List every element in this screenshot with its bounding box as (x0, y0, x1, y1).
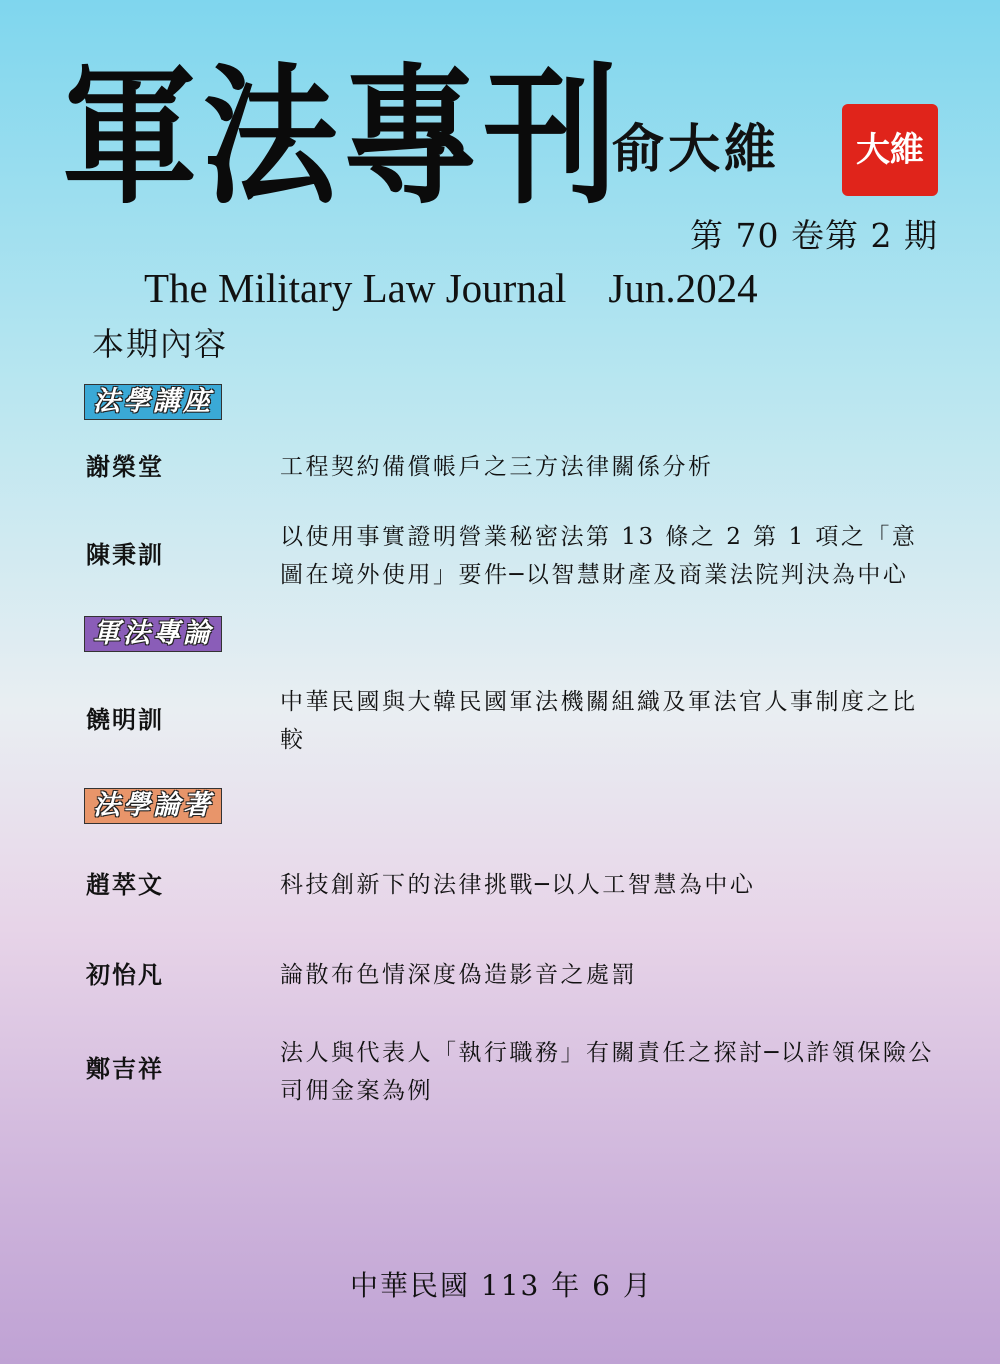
section-tag-legal-studies: 法學論著 (84, 788, 222, 824)
editor-signature: 俞大維 (612, 119, 781, 180)
entry-title: 科技創新下的法律挑戰─以人工智慧為中心 (280, 872, 756, 898)
entry-author: 陳秉訓 (86, 540, 164, 569)
publication-date: 中華民國 113 年 6 月 (350, 1269, 653, 1302)
issue-date-english: Jun.2024 (608, 265, 758, 311)
entry-author: 鄭吉祥 (86, 1054, 164, 1083)
entry-title: 工程契約備償帳戶之三方法律關係分析 (280, 454, 714, 480)
contents-heading: 本期內容 (92, 325, 229, 363)
entry-title: 法人與代表人「執行職務」有關責任之探討─以詐領保險公司佣金案為例 (280, 1040, 934, 1104)
entry-title: 以使用事實證明營業秘密法第 13 條之 2 第 1 項之「意圖在境外使用」要件─以智慧財產及商業法院判決為中心 (280, 524, 918, 588)
section-tag-lectures: 法學講座 (84, 384, 222, 420)
entry-author: 趙萃文 (86, 870, 164, 899)
journal-title-english (144, 262, 758, 314)
entry-author: 初怡凡 (86, 960, 164, 989)
volume-issue: 第 70 卷第 2 期 (690, 216, 938, 255)
section-tag-military-law: 軍法專論 (84, 616, 222, 652)
title-english-text: The Military Law Journal (144, 265, 567, 311)
entry-title: 論散布色情深度偽造影音之處罰 (280, 962, 637, 988)
journal-title-chinese: 軍法專刊 (62, 49, 624, 225)
entry-author: 饒明訓 (86, 705, 164, 734)
entry-author: 謝榮堂 (86, 452, 164, 481)
seal-text: 大維 (856, 130, 924, 170)
red-seal-stamp (842, 104, 938, 196)
entry-title: 中華民國與大韓民國軍法機關組織及軍法官人事制度之比較 (280, 689, 918, 753)
